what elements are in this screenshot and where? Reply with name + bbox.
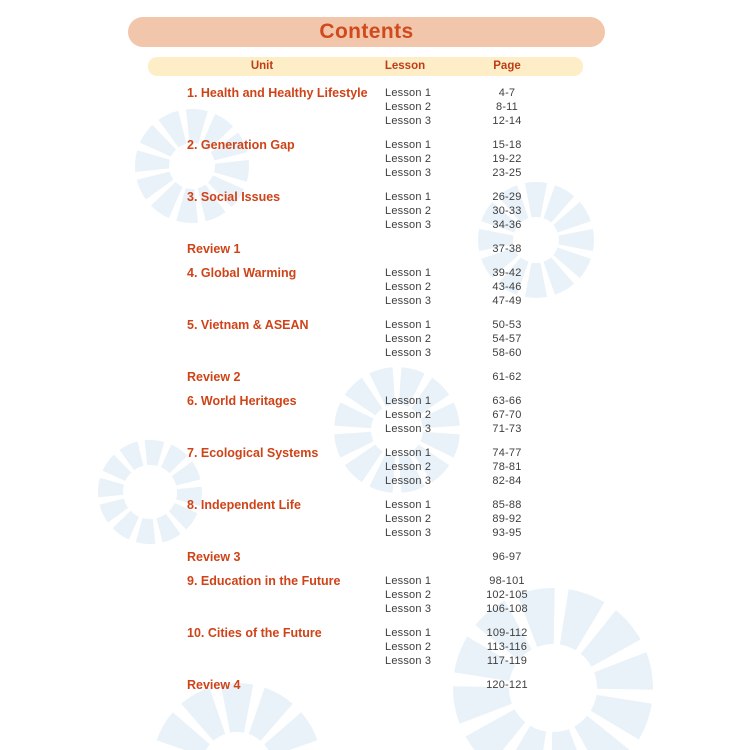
page-range: 58-60 xyxy=(492,347,522,359)
lesson-label: Lesson 3 xyxy=(385,423,432,435)
review-block xyxy=(187,550,687,564)
page-range: 113-116 xyxy=(486,641,528,653)
unit-title: 2. Generation Gap xyxy=(187,138,295,152)
unit-block xyxy=(187,498,687,540)
lesson-label: Lesson 1 xyxy=(385,395,432,407)
page-range: 50-53 xyxy=(492,319,522,331)
lesson-label: Lesson 2 xyxy=(385,153,432,165)
toc-header xyxy=(148,57,583,76)
page-range: 43-46 xyxy=(492,281,522,293)
page-range: 117-119 xyxy=(486,655,528,667)
review-title: Review 3 xyxy=(187,550,241,564)
unit-block xyxy=(187,86,687,128)
unit-block xyxy=(187,446,687,488)
unit-block xyxy=(187,626,687,668)
unit-block xyxy=(187,266,687,308)
review-block xyxy=(187,370,687,384)
page-range: 67-70 xyxy=(492,409,522,421)
unit-block xyxy=(187,574,687,616)
unit-block xyxy=(187,318,687,360)
page-range: 93-95 xyxy=(492,527,522,539)
unit-title: 5. Vietnam & ASEAN xyxy=(187,318,309,332)
lesson-label: Lesson 1 xyxy=(385,191,432,203)
lesson-label: Lesson 2 xyxy=(385,641,432,653)
lesson-label: Lesson 2 xyxy=(385,333,432,345)
lesson-label: Lesson 3 xyxy=(385,115,432,127)
lesson-label: Lesson 3 xyxy=(385,527,432,539)
lesson-label: Lesson 1 xyxy=(385,499,432,511)
page-range: 98-101 xyxy=(489,575,525,587)
lesson-label: Lesson 1 xyxy=(385,87,432,99)
lesson-label: Lesson 1 xyxy=(385,627,432,639)
review-title: Review 2 xyxy=(187,370,241,384)
page-range: 78-81 xyxy=(492,461,522,473)
lesson-label: Lesson 2 xyxy=(385,101,432,113)
page-range: 12-14 xyxy=(492,115,522,127)
unit-block xyxy=(187,394,687,436)
page-range: 26-29 xyxy=(492,191,522,203)
page-range: 47-49 xyxy=(492,295,522,307)
page-range: 89-92 xyxy=(492,513,522,525)
lesson-label: Lesson 3 xyxy=(385,167,432,179)
lesson-label: Lesson 1 xyxy=(385,139,432,151)
unit-title: 10. Cities of the Future xyxy=(187,626,322,640)
unit-title: 7. Ecological Systems xyxy=(187,446,319,460)
page-range: 23-25 xyxy=(492,167,522,179)
lesson-label: Lesson 2 xyxy=(385,461,432,473)
unit-block xyxy=(187,190,687,232)
lesson-label: Lesson 3 xyxy=(385,603,432,615)
page-range: 109-112 xyxy=(486,627,528,639)
page-range: 102-105 xyxy=(486,589,528,601)
lesson-label: Lesson 2 xyxy=(385,589,432,601)
lesson-label: Lesson 2 xyxy=(385,513,432,525)
unit-title: 3. Social Issues xyxy=(187,190,281,204)
page-range: 19-22 xyxy=(492,153,522,165)
lesson-label: Lesson 2 xyxy=(385,281,432,293)
review-block xyxy=(187,678,687,692)
lesson-label: Lesson 1 xyxy=(385,267,432,279)
unit-title: 1. Health and Healthy Lifestyle xyxy=(187,86,368,100)
page-range: 34-36 xyxy=(492,219,522,231)
toc-body xyxy=(187,86,687,702)
review-page-range: 120-121 xyxy=(486,679,528,691)
unit-title: 4. Global Warming xyxy=(187,266,297,280)
page-range: 30-33 xyxy=(492,205,522,217)
review-page-range: 61-62 xyxy=(492,371,522,383)
unit-title: 8. Independent Life xyxy=(187,498,301,512)
page-range: 8-11 xyxy=(496,101,518,113)
page-range: 85-88 xyxy=(492,499,522,511)
lesson-label: Lesson 3 xyxy=(385,219,432,231)
page-range: 54-57 xyxy=(492,333,522,345)
lesson-label: Lesson 2 xyxy=(385,409,432,421)
review-page-range: 96-97 xyxy=(492,551,522,563)
page-range: 106-108 xyxy=(486,603,528,615)
lesson-label: Lesson 1 xyxy=(385,575,432,587)
header-unit-label: Unit xyxy=(250,60,274,72)
page-range: 4-7 xyxy=(498,87,516,99)
page-range: 15-18 xyxy=(492,139,522,151)
page-range: 63-66 xyxy=(492,395,522,407)
page-range: 71-73 xyxy=(492,423,522,435)
unit-block xyxy=(187,138,687,180)
page-range: 82-84 xyxy=(492,475,522,487)
header-lesson-label: Lesson xyxy=(384,60,426,72)
unit-title: 9. Education in the Future xyxy=(187,574,341,588)
review-page-range: 37-38 xyxy=(492,243,522,255)
page-range: 39-42 xyxy=(492,267,522,279)
lesson-label: Lesson 3 xyxy=(385,475,432,487)
review-block xyxy=(187,242,687,256)
review-title: Review 1 xyxy=(187,242,241,256)
lesson-label: Lesson 1 xyxy=(385,447,432,459)
lesson-label: Lesson 2 xyxy=(385,205,432,217)
review-title: Review 4 xyxy=(187,678,241,692)
lesson-label: Lesson 3 xyxy=(385,295,432,307)
lesson-label: Lesson 1 xyxy=(385,319,432,331)
header-page-label: Page xyxy=(493,60,521,72)
page-title: Contents xyxy=(319,20,414,43)
lesson-label: Lesson 3 xyxy=(385,347,432,359)
unit-title: 6. World Heritages xyxy=(187,394,297,408)
lesson-label: Lesson 3 xyxy=(385,655,432,667)
page-range: 74-77 xyxy=(492,447,522,459)
contents-title-pill xyxy=(128,17,605,47)
